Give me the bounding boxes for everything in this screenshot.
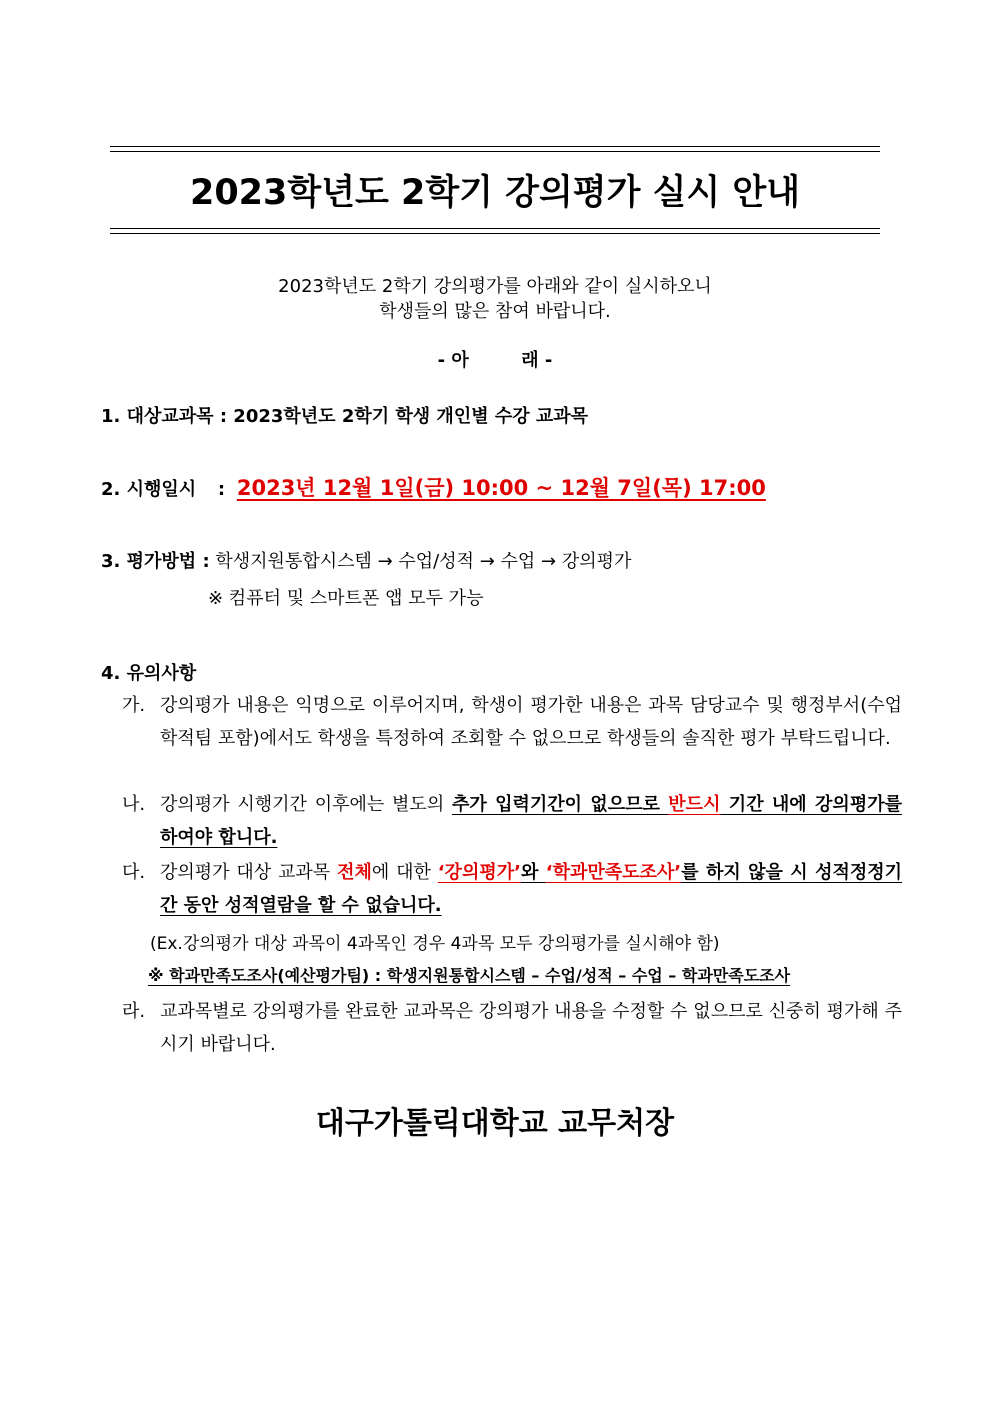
note-example: (Ex.강의평가 대상 과목이 4과목인 경우 4과목 모두 강의평가를 실시해야 함) (150, 934, 720, 954)
note-ga (122, 689, 902, 755)
section-mark-right: 래 - (521, 350, 553, 371)
item-schedule (101, 472, 766, 502)
note-na-part-2: 추가 입력기간이 없으므로 (452, 794, 669, 815)
note-da-text (160, 856, 902, 922)
note-ra-text: 교과목별로 강의평가를 완료한 교과목은 강의평가 내용을 수정할 수 없으므로 신중히 평가해 주시기 바랍니다. (160, 1001, 902, 1055)
item-method-value: 학생지원통합시스템 → 수업/성적 → 수업 → 강의평가 (215, 551, 632, 572)
note-da-part-6: ‘학과만족도조사’ (545, 862, 682, 883)
note-da-part-1: 강의평가 대상 교과목 (160, 862, 338, 883)
note-da (122, 856, 902, 922)
signature: 대구가톨릭대학교 교무처장 (315, 1106, 675, 1141)
page-title: 2023학년도 2학기 강의평가 실시 안내 (189, 173, 801, 213)
note-da-part-7: 를 하지 않을 시 성적정정기간 동안 성적열람을 할 수 없습니다. (160, 862, 903, 916)
note-ga-label: 가. (122, 695, 146, 716)
note-da-part-4: ‘강의평가’ (437, 862, 521, 883)
section-mark (110, 346, 880, 372)
note-na-part-3: 반드시 (668, 794, 721, 815)
note-ra (122, 995, 902, 1061)
item-method (101, 547, 631, 573)
section-mark-left: - 아 (437, 350, 469, 371)
item-precautions: 4. 유의사항 (101, 663, 197, 684)
title-rule-top-2 (110, 151, 880, 152)
note-ra-label: 라. (122, 1001, 146, 1022)
item-schedule-colon: : (217, 479, 226, 500)
note-na (122, 788, 902, 854)
note-na-text (160, 788, 902, 854)
note-da-part-3: 에 대한 (371, 862, 438, 883)
intro-line-2: 학생들의 많은 참여 바랍니다. (379, 301, 611, 322)
title-rule-top-1 (110, 146, 880, 147)
intro-line-1: 2023학년도 2학기 강의평가를 아래와 같이 실시하오니 (278, 276, 712, 297)
note-na-label: 나. (122, 794, 146, 815)
note-na-part-1: 강의평가 시행기간 이후에는 별도의 (160, 794, 452, 815)
title-rule-bottom-1 (110, 228, 880, 229)
note-survey: ※ 학과만족도조사(예산평가팀) : 학생지원통합시스템 – 수업/성적 – 수업 – 학과만족도조사 (148, 966, 791, 985)
item-target-courses: 1. 대상교과목 : 2023학년도 2학기 학생 개인별 수강 교과목 (101, 406, 589, 427)
title-rule-bottom-2 (110, 233, 880, 234)
item-method-note: ※ 컴퓨터 및 스마트폰 앱 모두 가능 (208, 588, 484, 609)
item-method-label: 3. 평가방법 : (101, 551, 210, 572)
item-schedule-label: 2. 시행일시 (101, 479, 197, 500)
note-da-part-2: 전체 (337, 862, 372, 883)
note-ga-text: 강의평가 내용은 익명으로 이루어지며, 학생이 평가한 내용은 과목 담당교수 및 행정부서(수업학적팀 포함)에서도 학생을 특정하여 조회할 수 없으므로 학생들의 솔직한 평가 부탁드립니다. (160, 695, 902, 749)
note-da-part-5: 와 (520, 862, 546, 883)
note-da-label: 다. (122, 862, 146, 883)
item-schedule-value: 2023년 12월 1일(금) 10:00 ~ 12월 7일(목) 17:00 (236, 476, 766, 500)
note-na-part-4: 기간 내에 강의평가를 하여야 합니다. (160, 794, 902, 848)
